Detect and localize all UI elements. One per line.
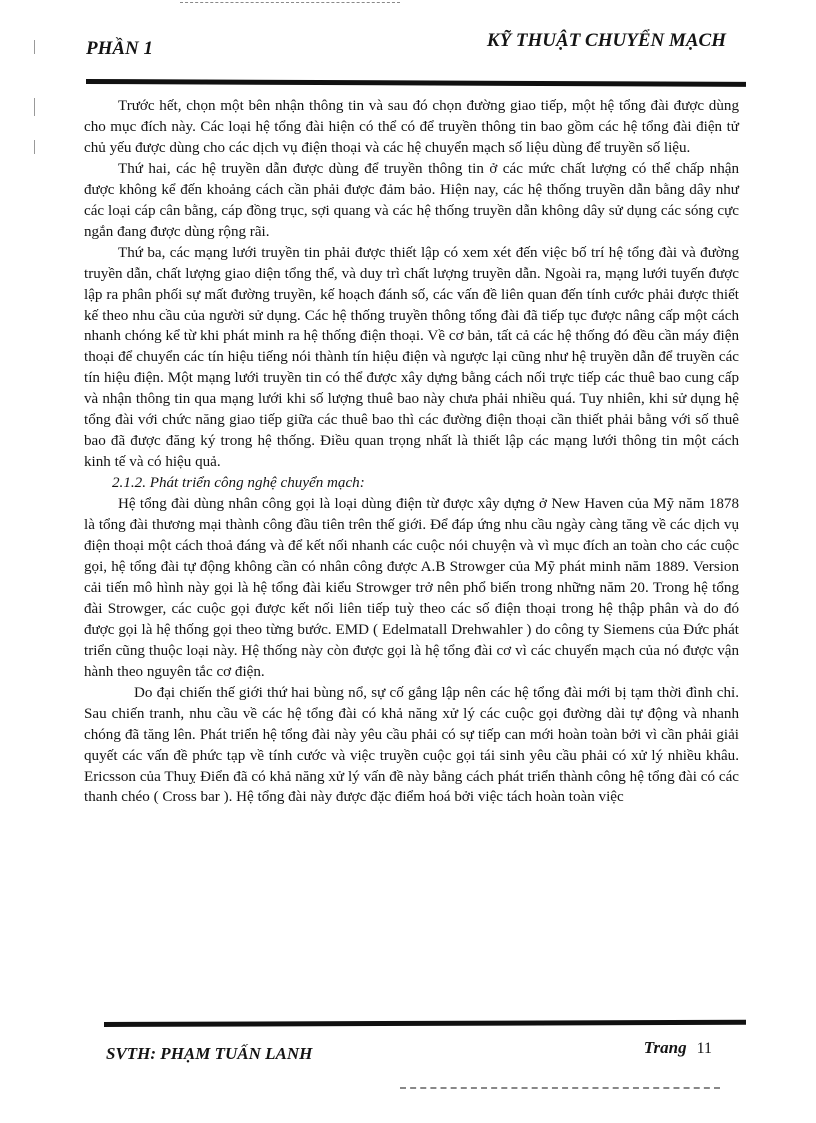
footer-page [644, 1038, 712, 1058]
footer-rule [104, 1020, 746, 1027]
scan-artifact-dashes-bottom [400, 1087, 720, 1091]
page-header [86, 30, 726, 64]
paragraph: Thứ ba, các mạng lưới truyền tin phải được thiết lập có xem xét đến việc bố trí hệ tổng đài và đường truyền dẫn, chất lượng giao diện tổng thể, và duy trì chất lượng truyền dẫn. Ngoài ra, mạng lưới tuyến được lập ra phân phối sự mất đường truyền, kế hoạch đánh số, các vấn đề liên quan đến tính cước phải được thiết kế theo nhu cầu của người sử dụng. Các hệ thống truyền thông tổng đài đã tiếp tục được nâng cấp một cách nhanh chóng kể từ khi phát minh ra hệ thống điện thoại. Về cơ bản, tất cả các hệ thống đó đều cần máy điện thoại để chuyển các tín hiệu tiếng nói thành tín hiệu điện và ngược lại cũng như hệ truyền dẫn để truyền các tín hiệu điện. Một mạng lưới truyền tin có thể được xây dựng bằng cách nối trực tiếp các thuê bao cung cấp và nhận thông tin qua mạng lưới khi số lượng thuê bao này chưa phải nhiều quá. Tuy nhiên, khi sử dụng hệ tổng đài với chức năng giao tiếp giữa các thuê bao thì các đường điện thoại cần thiết phải bằng với số thuê bao đã được đăng ký trong hệ thống. Điều quan trọng nhất là thiết lập các mạng lưới thông tin một cách kinh tế và có hiệu quả. [84, 244, 739, 471]
header-title: KỸ THUẬT CHUYỂN MẠCH [486, 30, 726, 51]
page-number: 11 [696, 1040, 712, 1057]
header-rule [86, 79, 746, 87]
scan-artifact-margin-mark [34, 98, 35, 116]
scan-artifact-dashes-top [180, 2, 400, 5]
paragraph: Thứ hai, các hệ truyền dẫn được dùng để truyền thông tin ở các mức chất lượng có thể chấp nhận được không kể đến khoảng cách cần phải được đảm bảo. Hiện nay, các hệ thống truyền dẫn bằng dây như các loại cáp cân bằng, cáp đồng trục, sợi quang và các hệ thống truyền dẫn không dây sử dụng các sóng cực ngắn đang được dùng rộng rãi. [84, 160, 739, 240]
page-label: Trang [643, 1038, 687, 1057]
paragraph: Hệ tổng đài dùng nhân công gọi là loại dùng điện từ được xây dựng ở New Haven của Mỹ năm 1878 là tổng đài thương mại thành công đầu tiên trên thế giới. Để đáp ứng nhu cầu ngày càng tăng về các dịch vụ điện thoại một cách thoả đáng và để kết nối nhanh các cuộc nói chuyện và vì mục đích an toàn cho các cuộc gọi, hệ tổng đài tự động không cần có nhân công được A.B Strowger của Mỹ phát minh năm 1889. Version cải tiến mô hình này gọi là hệ tổng đài kiểu Strowger trở nên phổ biến trong những năm 20. Trong hệ tổng đài Strowger, các cuộc gọi được kết nối liên tiếp tuỳ theo các số điện thoại trong hệ thập phân và do đó được gọi là hệ thống gọi theo từng bước. EMD ( Edelmatall Drehwahler ) do công ty Siemens của Đức phát triển cũng thuộc loại này. Hệ thống này còn được gọi là hệ tổng đài cơ vì các chuyển mạch của nó được vận hành theo nguyên tắc cơ điện. [84, 496, 739, 680]
scan-artifact-margin-mark [34, 140, 35, 154]
scan-artifact-margin-mark [34, 40, 35, 54]
header-part-label: PHẦN 1 [86, 38, 154, 59]
paragraph: Do đại chiến thế giới thứ hai bùng nổ, sự cố gắng lập nên các hệ tổng đài mới bị tạm thời đình chỉ. Sau chiến tranh, nhu cầu về các hệ tổng đài có khả năng xử lý các cuộc gọi đường dài tự động và nhanh chóng đã tăng lên. Phát triển hệ tổng đài này yêu cầu phải có sự tiếp can mới hoàn toàn bởi vì cần phải giải quyết các vấn đề phức tạp về tính cước và việc truyền cuộc gọi tái sinh yêu cầu phải có xử lý nhiều khâu. Ericsson của Thuỵ Điển đã có khả năng xử lý vấn đề này bằng cách phát triển thành công hệ tổng đài có các thanh chéo ( Cross bar ). Hệ tổng đài này được đặc điểm hoá bởi việc tách hoàn toàn việc [84, 684, 739, 806]
footer-author: SVTH: PHẠM TUẤN LANH [106, 1044, 313, 1063]
page-body [84, 96, 739, 808]
section-subheading: 2.1.2. Phát triển công nghệ chuyển mạch: [112, 475, 365, 492]
page-footer [106, 1038, 712, 1064]
paragraph: Trước hết, chọn một bên nhận thông tin và sau đó chọn đường giao tiếp, một hệ tổng đài được dùng cho mục đích này. Các loại hệ tổng đài hiện có thể có để truyền thông tin bao gồm các hệ tổng đài điện tử chủ yếu được dùng cho các dịch vụ điện thoại và các hệ chuyển mạch số liệu dùng để truyền số liệu. [84, 98, 739, 156]
